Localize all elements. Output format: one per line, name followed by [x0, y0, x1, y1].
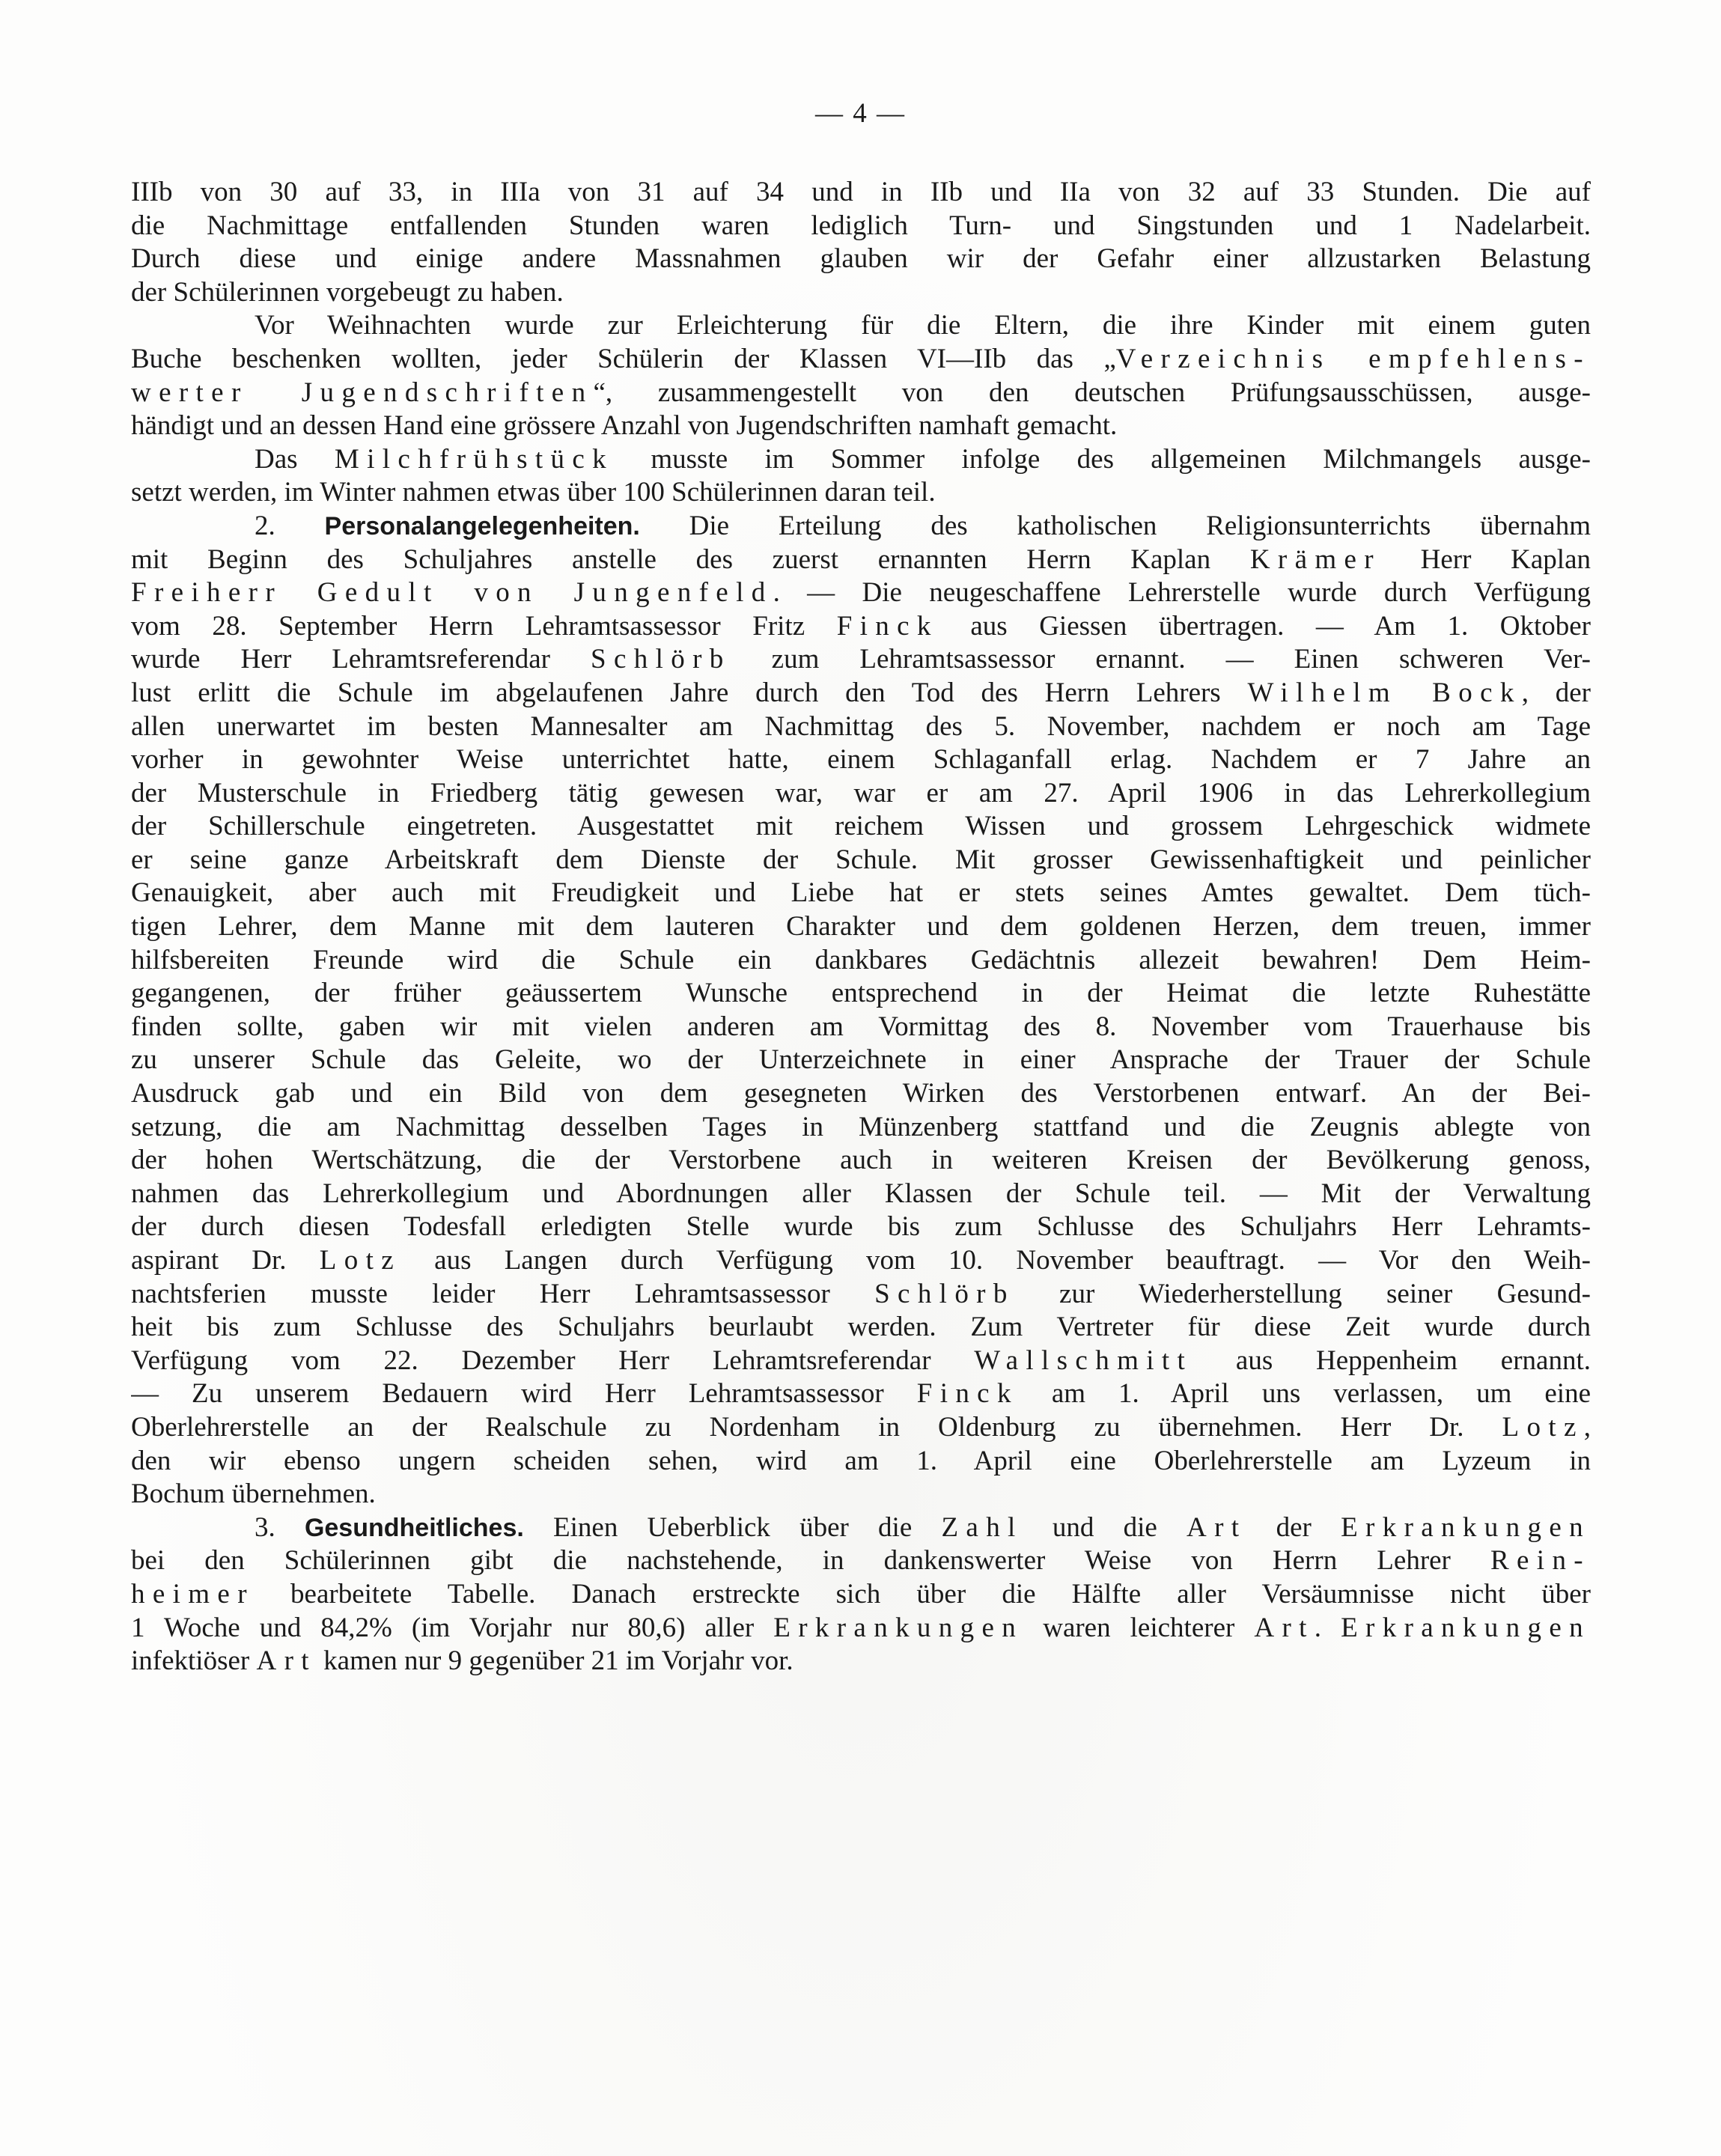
text-line: die Nachmittage entfallenden Stunden waren lediglich Turn- und Singstunden und 1 Nadelarbeit. — [131, 210, 1591, 241]
text-line: setzung, die am Nachmittag desselben Tages in Münzenberg stattfand und die Zeugnis ablegte von — [131, 1111, 1591, 1142]
text-line: händigt und an dessen Hand eine grössere Anzahl von Jugendschriften namhaft gemacht. — [131, 410, 1118, 442]
text-line: der hohen Wertschätzung, die der Verstorbene auch in weiteren Kreisen der Bevölkerung genoss, — [131, 1145, 1591, 1176]
text-line: 1 Woche und 84,2% (im Vorjahr nur 80,6) aller Erkrankungen waren leichterer Art. Erkrankungen — [131, 1612, 1591, 1643]
text-line: bei den Schülerinnen gibt die nachstehende, in dankenswerter Weise von Herrn Lehrer Rein- — [131, 1545, 1591, 1577]
text-line: er seine ganze Arbeitskraft dem Dienste der Schule. Mit grosser Gewissenhaftigkeit und peinlicher — [131, 844, 1591, 875]
text-line: mit Beginn des Schuljahres anstelle des zuerst ernannten Herrn Kaplan Krämer Herr Kaplan — [131, 543, 1591, 575]
text-line: infektiöser Art kamen nur 9 gegenüber 21 im Vorjahr vor. — [131, 1645, 794, 1677]
text-line: — Zu unserem Bedauern wird Herr Lehramtsassessor Finck am 1. April uns verlassen, um eine — [131, 1378, 1591, 1410]
text-line: 3. Gesundheitliches. Einen Ueberblick über die Zahl und die Art der Erkrankungen — [255, 1511, 1591, 1543]
text-line: zu unserer Schule das Geleite, wo der Unterzeichnete in einer Ansprache der Trauer der Schule — [131, 1044, 1591, 1076]
text-line: Buche beschenken wollten, jeder Schülerin der Klassen VI—IIb das „Verzeichnis empfehlens- — [131, 343, 1591, 374]
text-line: der Musterschule in Friedberg tätig gewesen war, war er am 27. April 1906 in das Lehrerkollegium — [131, 777, 1591, 808]
text-line: allen unerwartet im besten Mannesalter am Nachmittag des 5. November, nachdem er noch am Tage — [131, 710, 1591, 742]
text-line: den wir ebenso ungern scheiden sehen, wird am 1. April eine Oberlehrerstelle am Lyzeum in — [131, 1445, 1591, 1476]
text-line: hilfsbereiten Freunde wird die Schule ein dankbares Gedächtnis allezeit bewahren! Dem Heim- — [131, 944, 1591, 975]
text-line: Vor Weihnachten wurde zur Erleichterung für die Eltern, die ihre Kinder mit einem guten — [255, 310, 1591, 341]
text-line: wurde Herr Lehramtsreferendar Schlörb zum Lehramtsassessor ernannt. — Einen schweren Ver- — [131, 644, 1591, 675]
text-line: setzt werden, im Winter nahmen etwas über 100 Schülerinnen daran teil. — [131, 477, 936, 508]
text-line: Das Milchfrühstück musste im Sommer infolge des allgemeinen Milchmangels ausge- — [255, 443, 1591, 475]
text-line: der durch diesen Todesfall erledigten Stelle wurde bis zum Schlusse des Schuljahrs Herr Lehramts- — [131, 1211, 1591, 1243]
text-line: werter Jugendschriften“, zusammengestellt von den deutschen Prüfungsausschüssen, ausge- — [131, 377, 1591, 408]
text-line: IIIb von 30 auf 33, in IIIa von 31 auf 34 und in IIb und IIa von 32 auf 33 Stunden. Die auf — [131, 177, 1591, 207]
text-line: Durch diese und einige andere Massnahmen glauben wir der Gefahr einer allzustarken Belastung — [131, 243, 1591, 275]
text-line: vorher in gewohnter Weise unterrichtet hatte, einem Schlaganfall erlag. Nachdem er 7 Jahre an — [131, 744, 1591, 776]
text-line: lust erlitt die Schule im abgelaufenen Jahre durch den Tod des Herrn Lehrers Wilhelm Bock, der — [131, 677, 1591, 708]
text-line: heit bis zum Schlusse des Schuljahrs beurlaubt werden. Zum Vertreter für diese Zeit wurde durch — [131, 1312, 1591, 1343]
page-number: — 4 — — [815, 98, 906, 129]
text-line: nahmen das Lehrerkollegium und Abordnungen aller Klassen der Schule teil. — Mit der Verwaltung — [131, 1178, 1591, 1209]
text-line: nachtsferien musste leider Herr Lehramtsassessor Schlörb zur Wiederherstellung seiner Gesund- — [131, 1278, 1591, 1309]
text-line: Oberlehrerstelle an der Realschule zu Nordenham in Oldenburg zu übernehmen. Herr Dr. Lotz, — [131, 1411, 1591, 1443]
text-line: 2. Personalangelegenheiten. Die Erteilung des katholischen Religionsunterrichts übernahm — [255, 510, 1591, 541]
text-line: Verfügung vom 22. Dezember Herr Lehramtsreferendar Wallschmitt aus Heppenheim ernannt. — [131, 1345, 1591, 1376]
text-body — [131, 176, 1591, 1678]
text-line: Ausdruck gab und ein Bild von dem gesegneten Wirken des Verstorbenen entwarf. An der Bei- — [131, 1078, 1591, 1109]
text-line: tigen Lehrer, dem Manne mit dem lauteren Charakter und dem goldenen Herzen, dem treuen, immer — [131, 911, 1591, 943]
text-line: aspirant Dr. Lotz aus Langen durch Verfügung vom 10. November beauftragt. — Vor den Weih- — [131, 1245, 1591, 1276]
text-line: der Schillerschule eingetreten. Ausgestattet mit reichem Wissen und grossem Lehrgeschick widmete — [131, 811, 1591, 842]
text-line: finden sollte, gaben wir mit vielen anderen am Vormittag des 8. November vom Trauerhause bis — [131, 1011, 1591, 1042]
text-line: heimer bearbeitete Tabelle. Danach erstreckte sich über die Hälfte aller Versäumnisse nicht über — [131, 1578, 1591, 1610]
text-line: gegangenen, der früher geäussertem Wunsche entsprechend in der Heimat die letzte Ruhestätte — [131, 978, 1591, 1009]
text-line: der Schülerinnen vorgebeugt zu haben. — [131, 276, 564, 308]
text-line: Freiherr Gedult von Jungenfeld. — Die neugeschaffene Lehrerstelle wurde durch Verfügung — [131, 577, 1591, 609]
text-line: Bochum übernehmen. — [131, 1479, 376, 1510]
text-line: vom 28. September Herrn Lehramtsassessor Fritz Finck aus Giessen übertragen. — Am 1. Oktober — [131, 610, 1591, 642]
text-line: Genauigkeit, aber auch mit Freudigkeit und Liebe hat er stets seines Amtes gewaltet. Dem tüch- — [131, 877, 1591, 909]
